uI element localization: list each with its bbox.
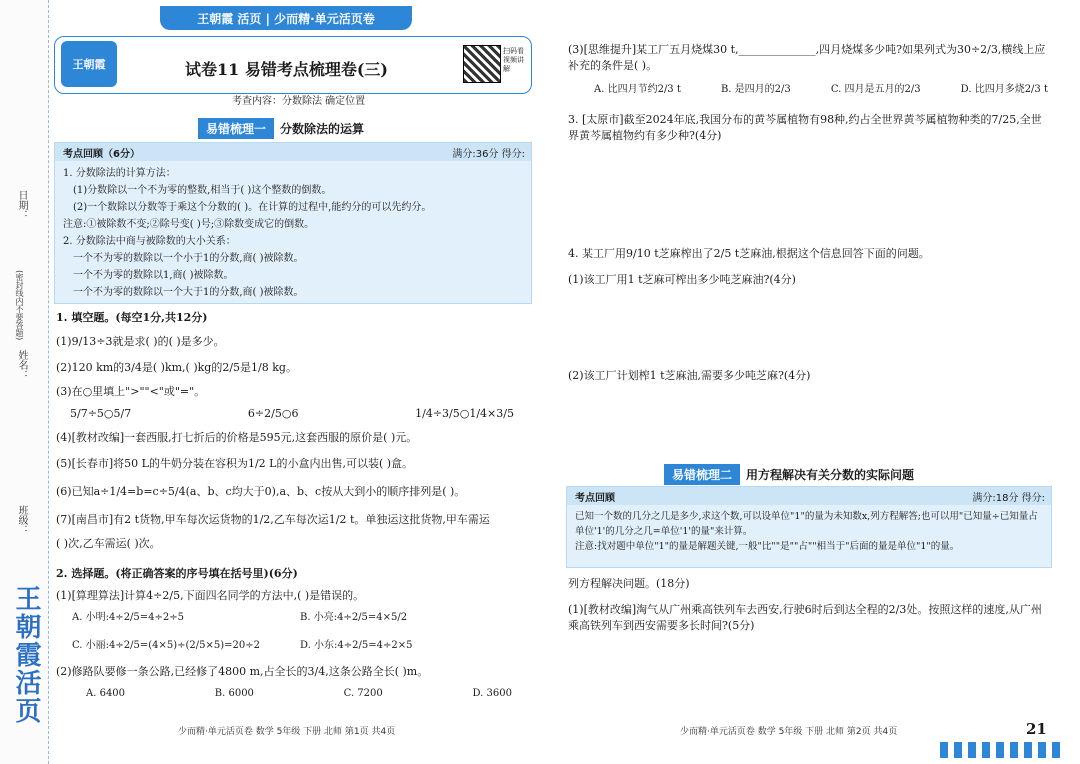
q2-stem: (2)修路队要修一条公路,已经修了4800 m,占全长的3/4,这条公路全长( )m。: [56, 665, 429, 678]
date-label: 日期：: [16, 190, 27, 220]
review-line: 一个不为零的数除以一个大于1的分数,商( )被除数。: [73, 287, 304, 298]
q4-stem: 4. 某工厂用9/10 t芝麻榨出了2/5 t芝麻油,根据这个信息回答下面的问题。: [568, 247, 930, 260]
q1-item: (7)[南昌市]有2 t货物,甲车每次运货物的1/2,乙车每次运1/2 t。单独运这批货物,甲车需运: [56, 513, 490, 526]
review-line: 1. 分数除法的计算方法：: [63, 168, 176, 179]
review2-note: 注意:找对题中单位"1"的量是解题关键,一般"比""是""占""相当于"后面的量是单位"1"的量。: [575, 541, 960, 552]
eq-head: 列方程解决问题。(18分): [568, 577, 690, 590]
q2-stem: (1)[算理算法]计算4÷2/5,下面四名同学的方法中,( )是错误的。: [56, 589, 365, 602]
eq-item: (1)[教材改编]淘气从广州乘高铁列车去西安,行驶6时后到达全程的2/3处。按照这样的速度,从广州乘高铁列车到西安需要多长时间?(5分): [568, 603, 1042, 632]
class-label: 班级：: [16, 505, 27, 535]
review-line: (2)一个数除以分数等于乘这个分数的( )。在计算的过程中,能约分的可以先约分。: [73, 202, 432, 213]
review-line: 一个不为零的数除以一个小于1的分数,商( )被除数。: [73, 253, 304, 264]
q4-part: (2)该工厂计划榨1 t芝麻油,需要多少吨芝麻?(4分): [568, 369, 811, 382]
brand-vertical: 王朝霞活页: [11, 585, 41, 725]
q1-item: (4)[教材改编]一套西服,打七折后的价格是595元,这套西服的原价是( )元。: [56, 431, 418, 444]
compare-item: 1/4÷3/5○1/4×3/5: [415, 407, 514, 420]
section1-header: [198, 118, 364, 139]
scope-text: 考查内容：分数除法 确定位置: [232, 96, 366, 107]
decor-bars: [940, 742, 1060, 758]
review-label: 考点回顾（6分）: [63, 149, 140, 160]
choice-option: B. 小亮:4÷2/5=4×5/2: [300, 612, 408, 623]
q1-item: (2)120 km的3/4是( )km,( )kg的2/5是1/8 kg。: [56, 361, 297, 374]
choice-option: A. 小明:4÷2/5=4÷2÷5: [72, 612, 185, 623]
choice-option: C. 小丽:4÷2/5=(4×5)÷(2/5×5)=20÷2: [72, 640, 261, 651]
question-1: [56, 310, 528, 552]
qr-code-icon: [463, 45, 501, 83]
review2-label: 考点回顾: [575, 493, 615, 504]
seal-rule: (密封线内不要答题): [15, 270, 24, 341]
header-banner: 王朝霞 活页 | 少而精·单元活页卷: [160, 6, 412, 30]
q1-head: 1. 填空题。(每空1分,共12分): [56, 311, 208, 324]
review-box: [54, 142, 532, 304]
score-line: 满分:18分 得分:: [972, 493, 1045, 504]
score-line: 满分:36分 得分:: [452, 149, 525, 160]
review-line: 一个不为零的数除以1,商( )被除数。: [73, 270, 234, 281]
q1-item: (6)已知a÷1/4=b=c÷5/4(a、b、c均大于0),a、b、c按从大到小的顺序排列是( )。: [56, 485, 466, 498]
section2-badge: 易错梳理二: [664, 464, 740, 485]
section1-title: 分数除法的运算: [280, 122, 365, 136]
review-line: 注意:①被除数不变;②除号变( )号;③除数变成它的倒数。: [63, 219, 315, 230]
choice-option: A. 比四月节约2/3 t: [594, 84, 681, 95]
choice-option: D. 3600: [472, 688, 512, 699]
choice-option: B. 6000: [214, 688, 254, 699]
eq-question: [568, 576, 1048, 634]
review2-text: 已知一个数的几分之几是多少,求这个数,可以设单位"1"的量为未知数x,列方程解答;也可以用"已知量÷已知量占单位'1'的几分之几=单位'1'的量"来计算。: [575, 511, 1038, 537]
section2-title: 用方程解决有关分数的实际问题: [746, 468, 915, 482]
review-line: (1)分数除以一个不为零的整数,相当于( )这个整数的倒数。: [73, 185, 332, 196]
binding-strip: [0, 0, 49, 764]
choice-option: C. 四月是五月的2/3: [830, 84, 921, 95]
footer-left: 少而精·单元活页卷 数学 5年级 下册 北师 第1页 共4页: [178, 727, 396, 737]
qr-caption: 扫码看视频讲解: [503, 47, 524, 73]
right-q4: [568, 246, 1048, 384]
q3b-stem: 3. [太原市]截至2024年底,我国分布的黄芩属植物有98种,约占全世界黄芩属植物种类的7/25,全世界黄芩属植物约有多少种?(4分): [568, 113, 1042, 142]
compare-item: 5/7÷5○5/7: [70, 407, 132, 420]
choice-option: B. 是四月的2/3: [720, 84, 791, 95]
review-line: 2. 分数除法中商与被除数的大小关系：: [63, 236, 236, 247]
q1-item: (3)在○里填上">""<"或"="。: [56, 385, 206, 398]
page-title: 试卷11 易错考点梳理卷(三): [185, 60, 388, 79]
q1-item: (5)[长春市]将50 L的牛奶分装在容积为1/2 L的小盒内出售,可以装( )盒。: [56, 457, 414, 470]
choice-option: A. 6400: [86, 688, 126, 699]
compare-row: [56, 400, 528, 428]
compare-item: 6÷2/5○6: [247, 407, 299, 420]
footer-right: 少而精·单元活页卷 数学 5年级 下册 北师 第2页 共4页: [680, 727, 898, 737]
review2-box: [566, 486, 1052, 568]
section1-badge: 易错梳理一: [198, 118, 274, 139]
question-2: [56, 566, 528, 702]
name-label: 姓名：: [16, 350, 27, 380]
section2-header: [664, 464, 914, 485]
q2-head: 2. 选择题。(将正确答案的序号填在括号里)(6分): [56, 567, 298, 580]
q4-part: (1)该工厂用1 t芝麻可榨出多少吨芝麻油?(4分): [568, 273, 796, 286]
q3-stem: (3)[思维提升]某工厂五月烧煤30 t,______________,四月烧煤多少吨?如果列式为30÷2/3,横线上应补充的条件是( )。: [568, 43, 1046, 72]
q1-item: (1)9/13÷3就是求( )的( )是多少。: [56, 335, 225, 348]
q1-item: ( )次,乙车需运( )次。: [56, 537, 161, 550]
choice-option: D. 小东:4÷2/5=4÷2×5: [300, 640, 413, 651]
logo: 王朝霞: [61, 41, 117, 87]
title-box: [54, 36, 532, 94]
choice-option: C. 7200: [343, 688, 383, 699]
choice-option: D. 比四月多烧2/3 t: [960, 84, 1048, 95]
page-number: 21: [1026, 720, 1047, 738]
right-q3: [568, 42, 1048, 144]
